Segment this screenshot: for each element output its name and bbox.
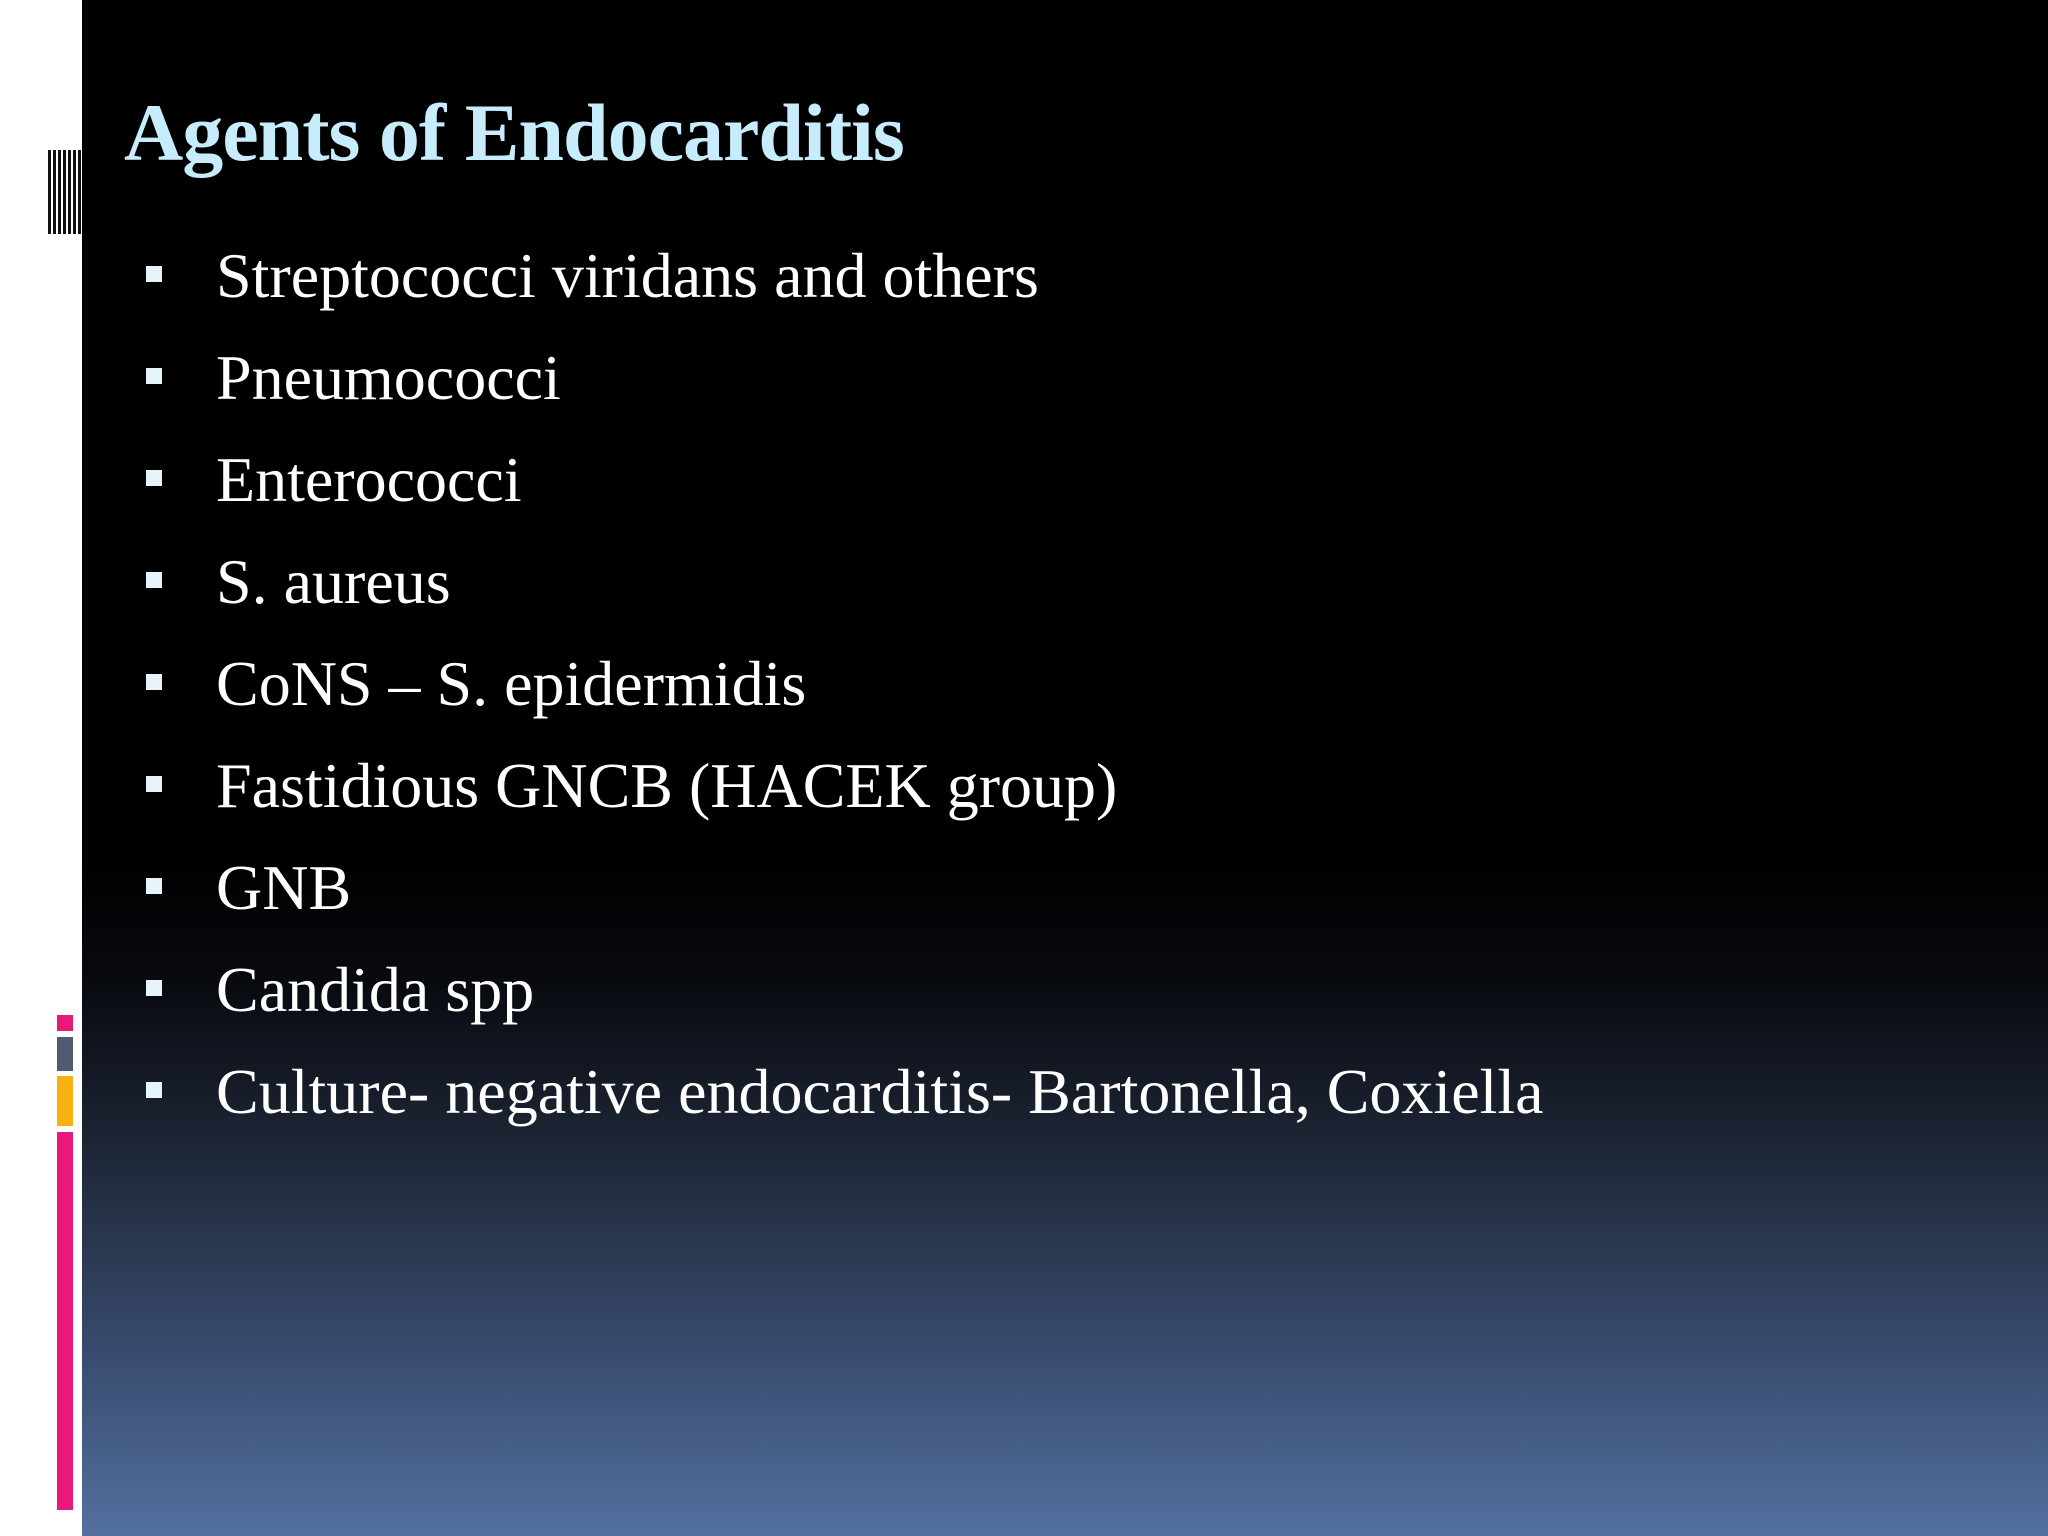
bullet-text: S. aureus xyxy=(216,546,451,617)
square-bullet-icon xyxy=(146,266,162,282)
bullet-text: Culture- negative endocarditis- Bartonella, Coxiella xyxy=(216,1056,1544,1127)
accent-bar-gray xyxy=(57,1037,73,1071)
square-bullet-icon xyxy=(146,470,162,486)
bullet-text: Enterococci xyxy=(216,444,522,515)
square-bullet-icon xyxy=(146,368,162,384)
square-bullet-icon xyxy=(146,674,162,690)
square-bullet-icon xyxy=(146,980,162,996)
accent-bar-gold xyxy=(57,1076,73,1126)
decorative-hatch xyxy=(48,150,82,234)
square-bullet-icon xyxy=(146,878,162,894)
bullet-text: Pneumococci xyxy=(216,342,561,413)
bullet-text: CoNS – S. epidermidis xyxy=(216,648,807,719)
bullet-text: GNB xyxy=(216,852,352,923)
slide-title: Agents of Endocarditis xyxy=(124,87,904,178)
square-bullet-icon xyxy=(146,1082,162,1098)
bullet-text: Fastidious GNCB (HACEK group) xyxy=(216,750,1118,821)
square-bullet-icon xyxy=(146,572,162,588)
accent-bar-pink-small xyxy=(57,1015,73,1031)
square-bullet-icon xyxy=(146,776,162,792)
bullet-text: Streptococci viridans and others xyxy=(216,240,1039,311)
accent-bar-pink xyxy=(57,1132,73,1510)
bullet-text: Candida spp xyxy=(216,954,535,1025)
